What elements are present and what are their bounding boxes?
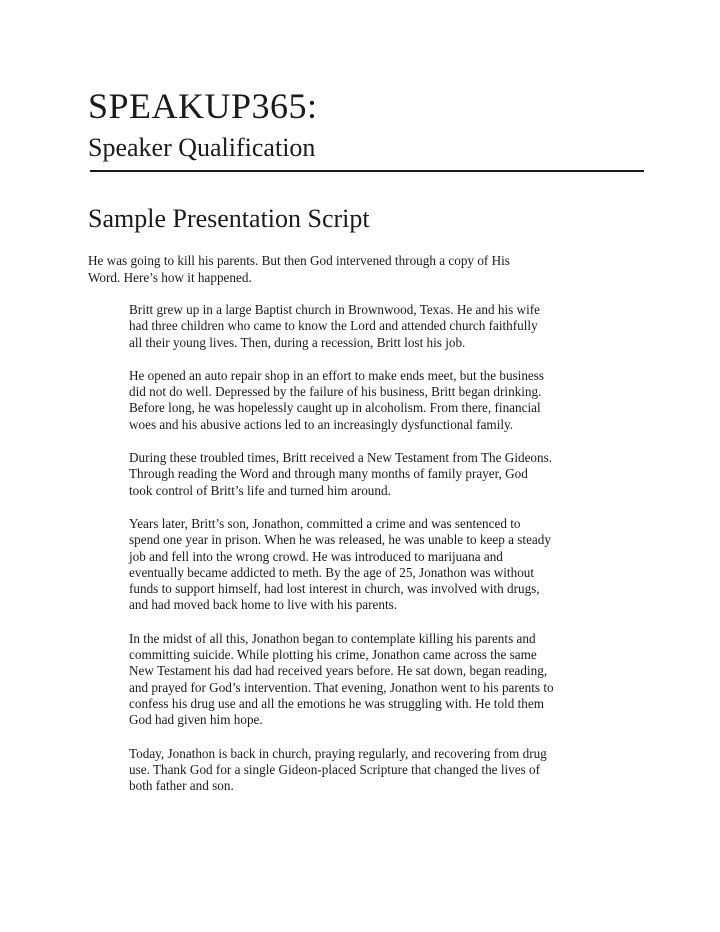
script-body: [129, 302, 554, 811]
script-paragraph: He opened an auto repair shop in an effort to make ends meet, but the business did not do well. Depressed by the failure of his business, Britt began drinking. Before long, he was hopelessly caught up in alcoholism. From there, financial woes and his abusive actions led to an increasingly dysfunctional family.: [129, 367, 545, 432]
script-paragraph: In the midst of all this, Jonathon began to contemplate killing his parents and committing suicide. While plotting his crime, Jonathon came across the same New Testament his dad had received years before. He sat down, began reading, and prayed for God’s intervention. That evening, Jonathon went to his parents to confess his drug use and all the emotions he was struggling with. He told them God had given him hope.: [129, 630, 554, 728]
title-divider: [90, 170, 644, 172]
script-paragraph: During these troubled times, Britt received a New Testament from The Gideons. Through reading the Word and through many months of family prayer, God took control of Britt’s life and turned him around.: [129, 450, 553, 498]
script-paragraph: Today, Jonathon is back in church, praying regularly, and recovering from drug use. Thank God for a single Gideon-placed Scripture that changed the lives of both father and son.: [129, 745, 547, 794]
script-paragraph: Britt grew up in a large Baptist church in Brownwood, Texas. He and his wife had three children who came to know the Lord and attended church faithfully all their young lives. Then, during a recession, Britt lost his job.: [129, 302, 540, 350]
page-subtitle: Speaker Qualification: [88, 133, 316, 162]
page-title: SPEAKUP365:: [88, 86, 318, 126]
section-heading: Sample Presentation Script: [88, 204, 370, 233]
intro-paragraph: He was going to kill his parents. But then God intervened through a copy of His Word. Here’s how it happened.: [88, 253, 510, 285]
script-paragraph: Years later, Britt’s son, Jonathon, committed a crime and was sentenced to spend one year in prison. When he was released, he was unable to keep a steady job and fell into the wrong crowd. He was introduced to marijuana and eventually became addicted to meth. By the age of 25, Jonathon was without funds to support himself, had lost interest in church, was involved with drugs, and had moved back home to live with his parents.: [129, 515, 551, 613]
